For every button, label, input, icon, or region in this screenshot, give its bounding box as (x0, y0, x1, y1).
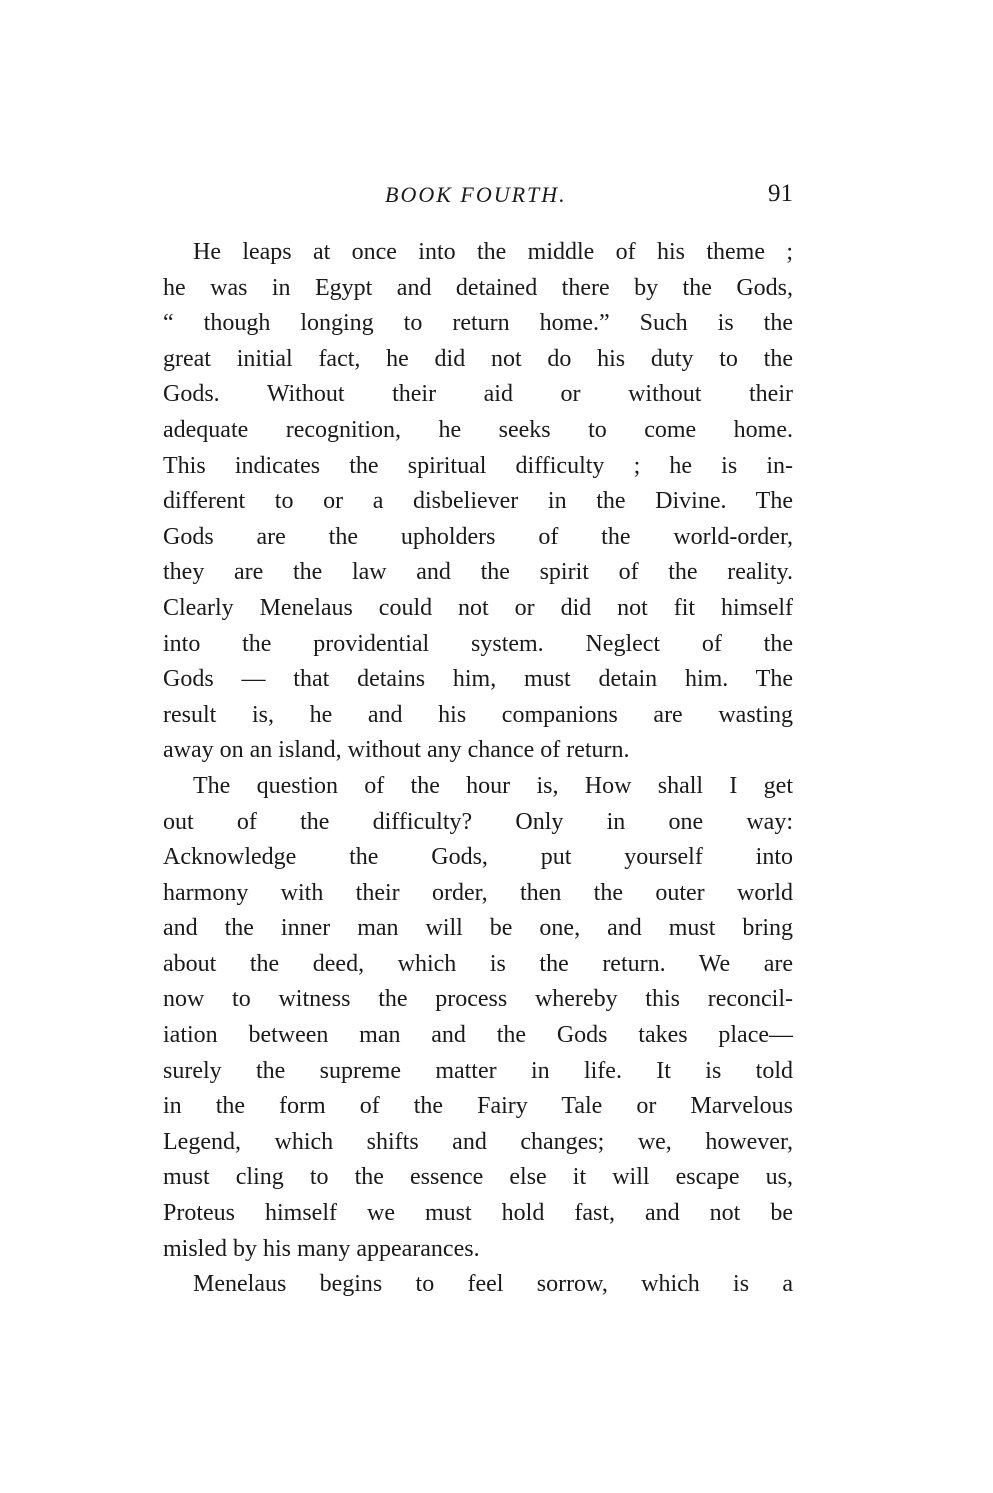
text-line: away on an island, without any chance of return. (163, 737, 630, 764)
body-text (163, 235, 793, 1303)
text-line: and the inner man will be one, and must bring (163, 915, 793, 942)
text-line: This indicates the spiritual difficulty ; he is in- (163, 452, 793, 479)
text-line: Gods are the upholders of the world-order, (163, 523, 793, 550)
text-line: into the providential system. Neglect of the (163, 630, 793, 657)
text-line: different to or a disbeliever in the Divine. The (163, 488, 793, 515)
paragraph (163, 1267, 793, 1303)
text-line: “ though longing to return home.” Such is the (163, 310, 793, 337)
text-line: The question of the hour is, How shall I get (193, 772, 793, 799)
text-line: Proteus himself we must hold fast, and not be (163, 1200, 793, 1227)
text-line: they are the law and the spirit of the reality. (163, 559, 793, 586)
page-header (163, 180, 793, 220)
text-line: about the deed, which is the return. We are (163, 950, 793, 977)
text-line: He leaps at once into the middle of his theme ; (193, 239, 793, 265)
text-line: out of the difficulty? Only in one way: (163, 808, 793, 835)
paragraph (163, 235, 793, 769)
text-line: adequate recognition, he seeks to come home. (163, 416, 793, 443)
text-line: surely the supreme matter in life. It is told (163, 1057, 793, 1084)
text-line: Acknowledge the Gods, put yourself into (163, 844, 793, 871)
text-line: must cling to the essence else it will escape us, (163, 1164, 793, 1191)
text-line: Legend, which shifts and changes; we, however, (163, 1128, 793, 1155)
page-number: 91 (768, 180, 793, 207)
text-line: iation between man and the Gods takes place— (163, 1022, 793, 1049)
paragraph (163, 769, 793, 1267)
text-line: now to witness the process whereby this reconcil- (163, 986, 793, 1013)
text-line: great initial fact, he did not do his duty to the (163, 345, 793, 372)
text-line: in the form of the Fairy Tale or Marvelous (163, 1093, 793, 1120)
text-line: misled by his many appearances. (163, 1235, 480, 1262)
text-line: Gods. Without their aid or without their (163, 381, 793, 408)
text-line: Menelaus begins to feel sorrow, which is a (193, 1271, 793, 1298)
text-line: result is, he and his companions are wasting (163, 701, 793, 728)
running-head: BOOK FOURTH. (385, 182, 567, 207)
text-line: harmony with their order, then the outer world (163, 879, 793, 906)
text-line: Clearly Menelaus could not or did not fit himself (163, 594, 793, 621)
text-line: he was in Egypt and detained there by the Gods, (163, 274, 793, 301)
text-line: Gods — that detains him, must detain him. The (163, 666, 793, 693)
